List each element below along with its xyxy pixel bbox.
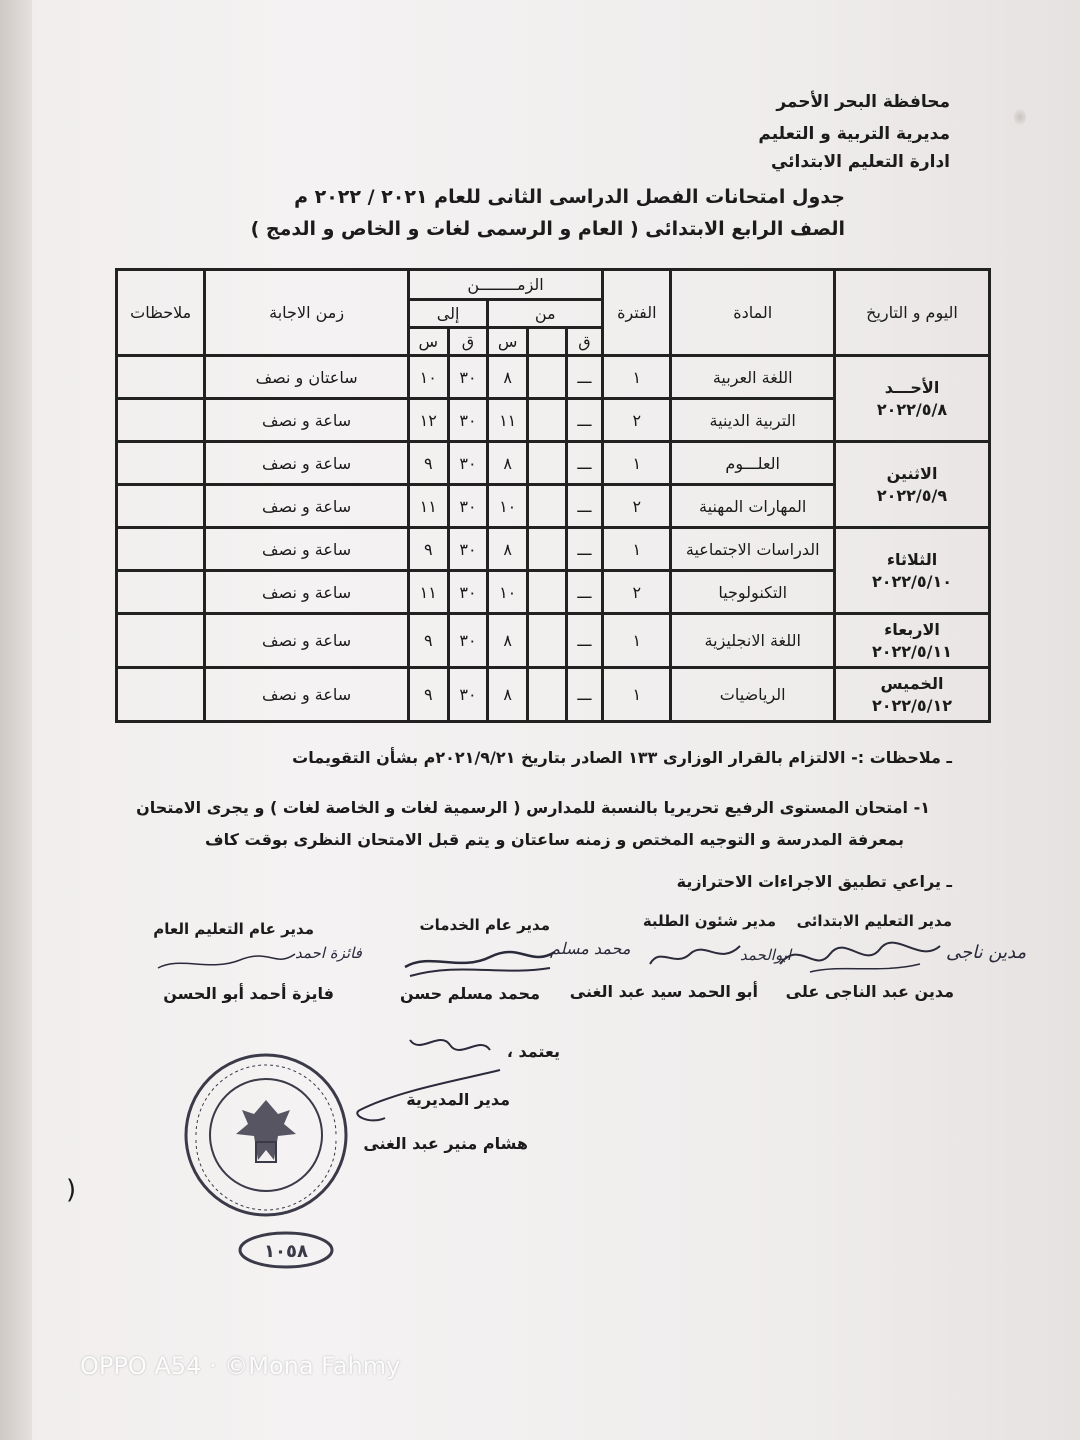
from-s-cell: ٨ xyxy=(488,356,528,399)
duration-cell: ساعة و نصف xyxy=(205,485,408,528)
from-s-cell: ١٠ xyxy=(488,571,528,614)
header-duration: زمن الاجابة xyxy=(205,270,408,356)
day-cell xyxy=(835,356,990,442)
from-s-cell: ١١ xyxy=(488,399,528,442)
table-row xyxy=(117,668,990,722)
to-q-cell: ٣٠ xyxy=(448,668,488,722)
header-to-s: س xyxy=(408,328,448,356)
duration-cell: ساعة و نصف xyxy=(205,399,408,442)
header-notes: ملاحظات xyxy=(117,270,205,356)
subject-cell: المهارات المهنية xyxy=(671,485,835,528)
to-q-cell: ٣٠ xyxy=(448,528,488,571)
signature-text-services: محمد مسلم xyxy=(550,939,631,958)
header-day-date: اليوم و التاريخ xyxy=(835,270,990,356)
subject-cell: الدراسات الاجتماعية xyxy=(671,528,835,571)
day-cell xyxy=(835,442,990,528)
day-date: ٢٠٢٢/٥/١٠ xyxy=(871,571,953,591)
period-cell: ١ xyxy=(603,356,671,399)
watermark-credit: ©Mona Fahmy xyxy=(224,1352,401,1380)
signature-title-general-education: مدير عام التعليم العام xyxy=(153,920,314,938)
eagle-emblem-icon xyxy=(236,1100,296,1160)
to-q-cell: ٣٠ xyxy=(448,399,488,442)
table-row xyxy=(117,528,990,571)
period-cell: ١ xyxy=(603,614,671,668)
empty-cell xyxy=(528,442,567,485)
day-name: الثلاثاء xyxy=(886,549,938,569)
empty-cell xyxy=(528,571,567,614)
to-s-cell: ١١ xyxy=(408,571,448,614)
empty-cell xyxy=(528,614,567,668)
header-administration: ادارة التعليم الابتدائي xyxy=(770,152,950,172)
approval-signature-scrawl xyxy=(340,1030,520,1130)
day-date: ٢٠٢٢/٥/١٢ xyxy=(871,695,953,715)
day-name: الاربعاء xyxy=(884,619,940,639)
empty-cell xyxy=(528,356,567,399)
signature-scrawl-services xyxy=(400,932,631,982)
to-s-cell: ٩ xyxy=(408,614,448,668)
day-date: ٢٠٢٢/٥/٩ xyxy=(876,485,948,505)
document-title: جدول امتحانات الفصل الدراسى الثانى للعام ٢٠٢١ / ٢٠٢٢ م xyxy=(294,186,845,208)
period-cell: ٢ xyxy=(603,399,671,442)
subject-cell: التكنولوجيا xyxy=(671,571,835,614)
to-s-cell: ٩ xyxy=(408,528,448,571)
duration-cell: ساعة و نصف xyxy=(205,668,408,722)
day-cell xyxy=(835,668,990,722)
duration-cell: ساعة و نصف xyxy=(205,528,408,571)
to-s-cell: ٩ xyxy=(408,668,448,722)
table-row xyxy=(117,614,990,668)
signature-scrawl-student-affairs xyxy=(640,936,792,976)
to-q-cell: ٣٠ xyxy=(448,356,488,399)
notes-cell xyxy=(117,442,205,485)
approval-label: يعتمد ، xyxy=(506,1042,560,1061)
empty-cell xyxy=(528,485,567,528)
period-cell: ٢ xyxy=(603,485,671,528)
notes-cell xyxy=(117,571,205,614)
period-cell: ١ xyxy=(603,528,671,571)
note-advanced-exam-2: بمعرفة المدرسة و التوجيه المختص و زمنه ساعتان و يتم قبل الامتحان النظرى بوقت كاف xyxy=(205,830,904,849)
day-name: الخميس xyxy=(880,673,944,693)
signature-name-student-affairs: أبو الحمد سيد عبد الغنى xyxy=(569,982,758,1001)
notes-cell xyxy=(117,528,205,571)
from-s-cell: ٨ xyxy=(488,528,528,571)
from-q-cell: ـــ xyxy=(566,668,603,722)
exam-schedule-table xyxy=(115,268,991,723)
watermark-separator: · xyxy=(208,1352,217,1380)
to-s-cell: ١١ xyxy=(408,485,448,528)
empty-cell xyxy=(528,668,567,722)
period-cell: ١ xyxy=(603,442,671,485)
table-row xyxy=(117,356,990,399)
stray-mark: ( xyxy=(66,1175,77,1205)
duration-cell: ساعة و نصف xyxy=(205,442,408,485)
signature-text-student-affairs: ابوالحمد xyxy=(740,946,792,964)
subject-cell: اللغة العربية xyxy=(671,356,835,399)
to-q-cell: ٣٠ xyxy=(448,571,488,614)
signature-scrawl-primary-director xyxy=(770,934,1027,980)
period-cell: ٢ xyxy=(603,571,671,614)
stamp-number: ١٠٥٨ xyxy=(264,1241,308,1262)
header-period: الفترة xyxy=(603,270,671,356)
notes-cell xyxy=(117,668,205,722)
from-s-cell: ٨ xyxy=(488,442,528,485)
notes-cell xyxy=(117,356,205,399)
subject-cell: التربية الدينية xyxy=(671,399,835,442)
to-q-cell: ٣٠ xyxy=(448,442,488,485)
to-s-cell: ١٢ xyxy=(408,399,448,442)
document-subtitle: الصف الرابع الابتدائى ( العام و الرسمى لغات و الخاص و الدمج ) xyxy=(250,218,845,240)
approval-title: مدير المديرية xyxy=(406,1090,510,1109)
to-s-cell: ٩ xyxy=(408,442,448,485)
period-cell: ١ xyxy=(603,668,671,722)
approval-name: هشام منير عبد الغنى xyxy=(363,1134,528,1153)
note-advanced-exam-1: ١- امتحان المستوى الرفيع تحريريا بالنسبة للمدارس ( الرسمية لغات و الخاصة لغات ) و يجرى الامتحان xyxy=(136,798,930,817)
from-s-cell: ٨ xyxy=(488,668,528,722)
signature-name-services: محمد مسلم حسن xyxy=(399,984,540,1003)
notes-cell xyxy=(117,485,205,528)
signature-text-primary-director: مدين ناجى xyxy=(946,942,1027,963)
header-from-q: ق xyxy=(566,328,603,356)
note-ministerial-decree: ـ ملاحظات :- الالتزام بالقرار الوزارى ١٣٣ الصادر بتاريخ ٢٠٢١/٩/٢١م بشأن التقويمات xyxy=(292,748,952,767)
day-name: الأحـــد xyxy=(884,377,940,397)
header-to-q: ق xyxy=(448,328,488,356)
header-from: من xyxy=(488,300,603,328)
header-directorate: مديرية التربية و التعليم xyxy=(758,124,950,144)
subject-cell: اللغة الانجليزية xyxy=(671,614,835,668)
header-governorate: محافظة البحر الأحمر xyxy=(776,92,950,112)
signature-title-services: مدير عام الخدمات xyxy=(419,916,550,934)
empty-cell xyxy=(528,528,567,571)
from-s-cell: ٨ xyxy=(488,614,528,668)
signature-title-student-affairs: مدير شئون الطلبة xyxy=(642,912,776,930)
subject-cell: الرياضيات xyxy=(671,668,835,722)
table-row xyxy=(117,442,990,485)
day-cell xyxy=(835,528,990,614)
to-s-cell: ١٠ xyxy=(408,356,448,399)
duration-cell: ساعة و نصف xyxy=(205,614,408,668)
empty-cell xyxy=(528,399,567,442)
notes-cell xyxy=(117,399,205,442)
watermark-device: OPPO A54 xyxy=(80,1352,202,1380)
header-from-dash xyxy=(528,328,567,356)
header-to: إلى xyxy=(408,300,487,328)
from-q-cell: ـــ xyxy=(566,571,603,614)
day-cell xyxy=(835,614,990,668)
from-q-cell: ـــ xyxy=(566,442,603,485)
signature-title-primary-director: مدير التعليم الابتدائى xyxy=(796,912,952,930)
to-q-cell: ٣٠ xyxy=(448,485,488,528)
subject-cell: العلـــوم xyxy=(671,442,835,485)
signature-name-general-education: فايزة أحمد أبو الحسن xyxy=(163,984,334,1003)
from-q-cell: ـــ xyxy=(566,614,603,668)
note-precautions: ـ يراعي تطبيق الاجراءات الاحترازية xyxy=(676,872,952,891)
notes-cell xyxy=(117,614,205,668)
day-name: الاثنين xyxy=(886,463,938,483)
from-q-cell: ـــ xyxy=(566,399,603,442)
from-q-cell: ـــ xyxy=(566,528,603,571)
header-subject: المادة xyxy=(671,270,835,356)
from-q-cell: ـــ xyxy=(566,356,603,399)
camera-watermark xyxy=(80,1352,400,1380)
signature-text-general-education: فائزة احمد xyxy=(295,944,362,962)
from-q-cell: ـــ xyxy=(566,485,603,528)
day-date: ٢٠٢٢/٥/١١ xyxy=(871,641,953,661)
from-s-cell: ١٠ xyxy=(488,485,528,528)
to-q-cell: ٣٠ xyxy=(448,614,488,668)
header-from-s: س xyxy=(488,328,528,356)
header-time: الزمــــــــن xyxy=(408,270,602,300)
day-date: ٢٠٢٢/٥/٨ xyxy=(876,399,948,419)
signature-scrawl-general-education xyxy=(150,938,362,978)
duration-cell: ساعة و نصف xyxy=(205,571,408,614)
signature-name-primary-director: مدين عبد الناجى على xyxy=(785,982,954,1001)
duration-cell: ساعتان و نصف xyxy=(205,356,408,399)
official-stamp xyxy=(176,1050,356,1280)
